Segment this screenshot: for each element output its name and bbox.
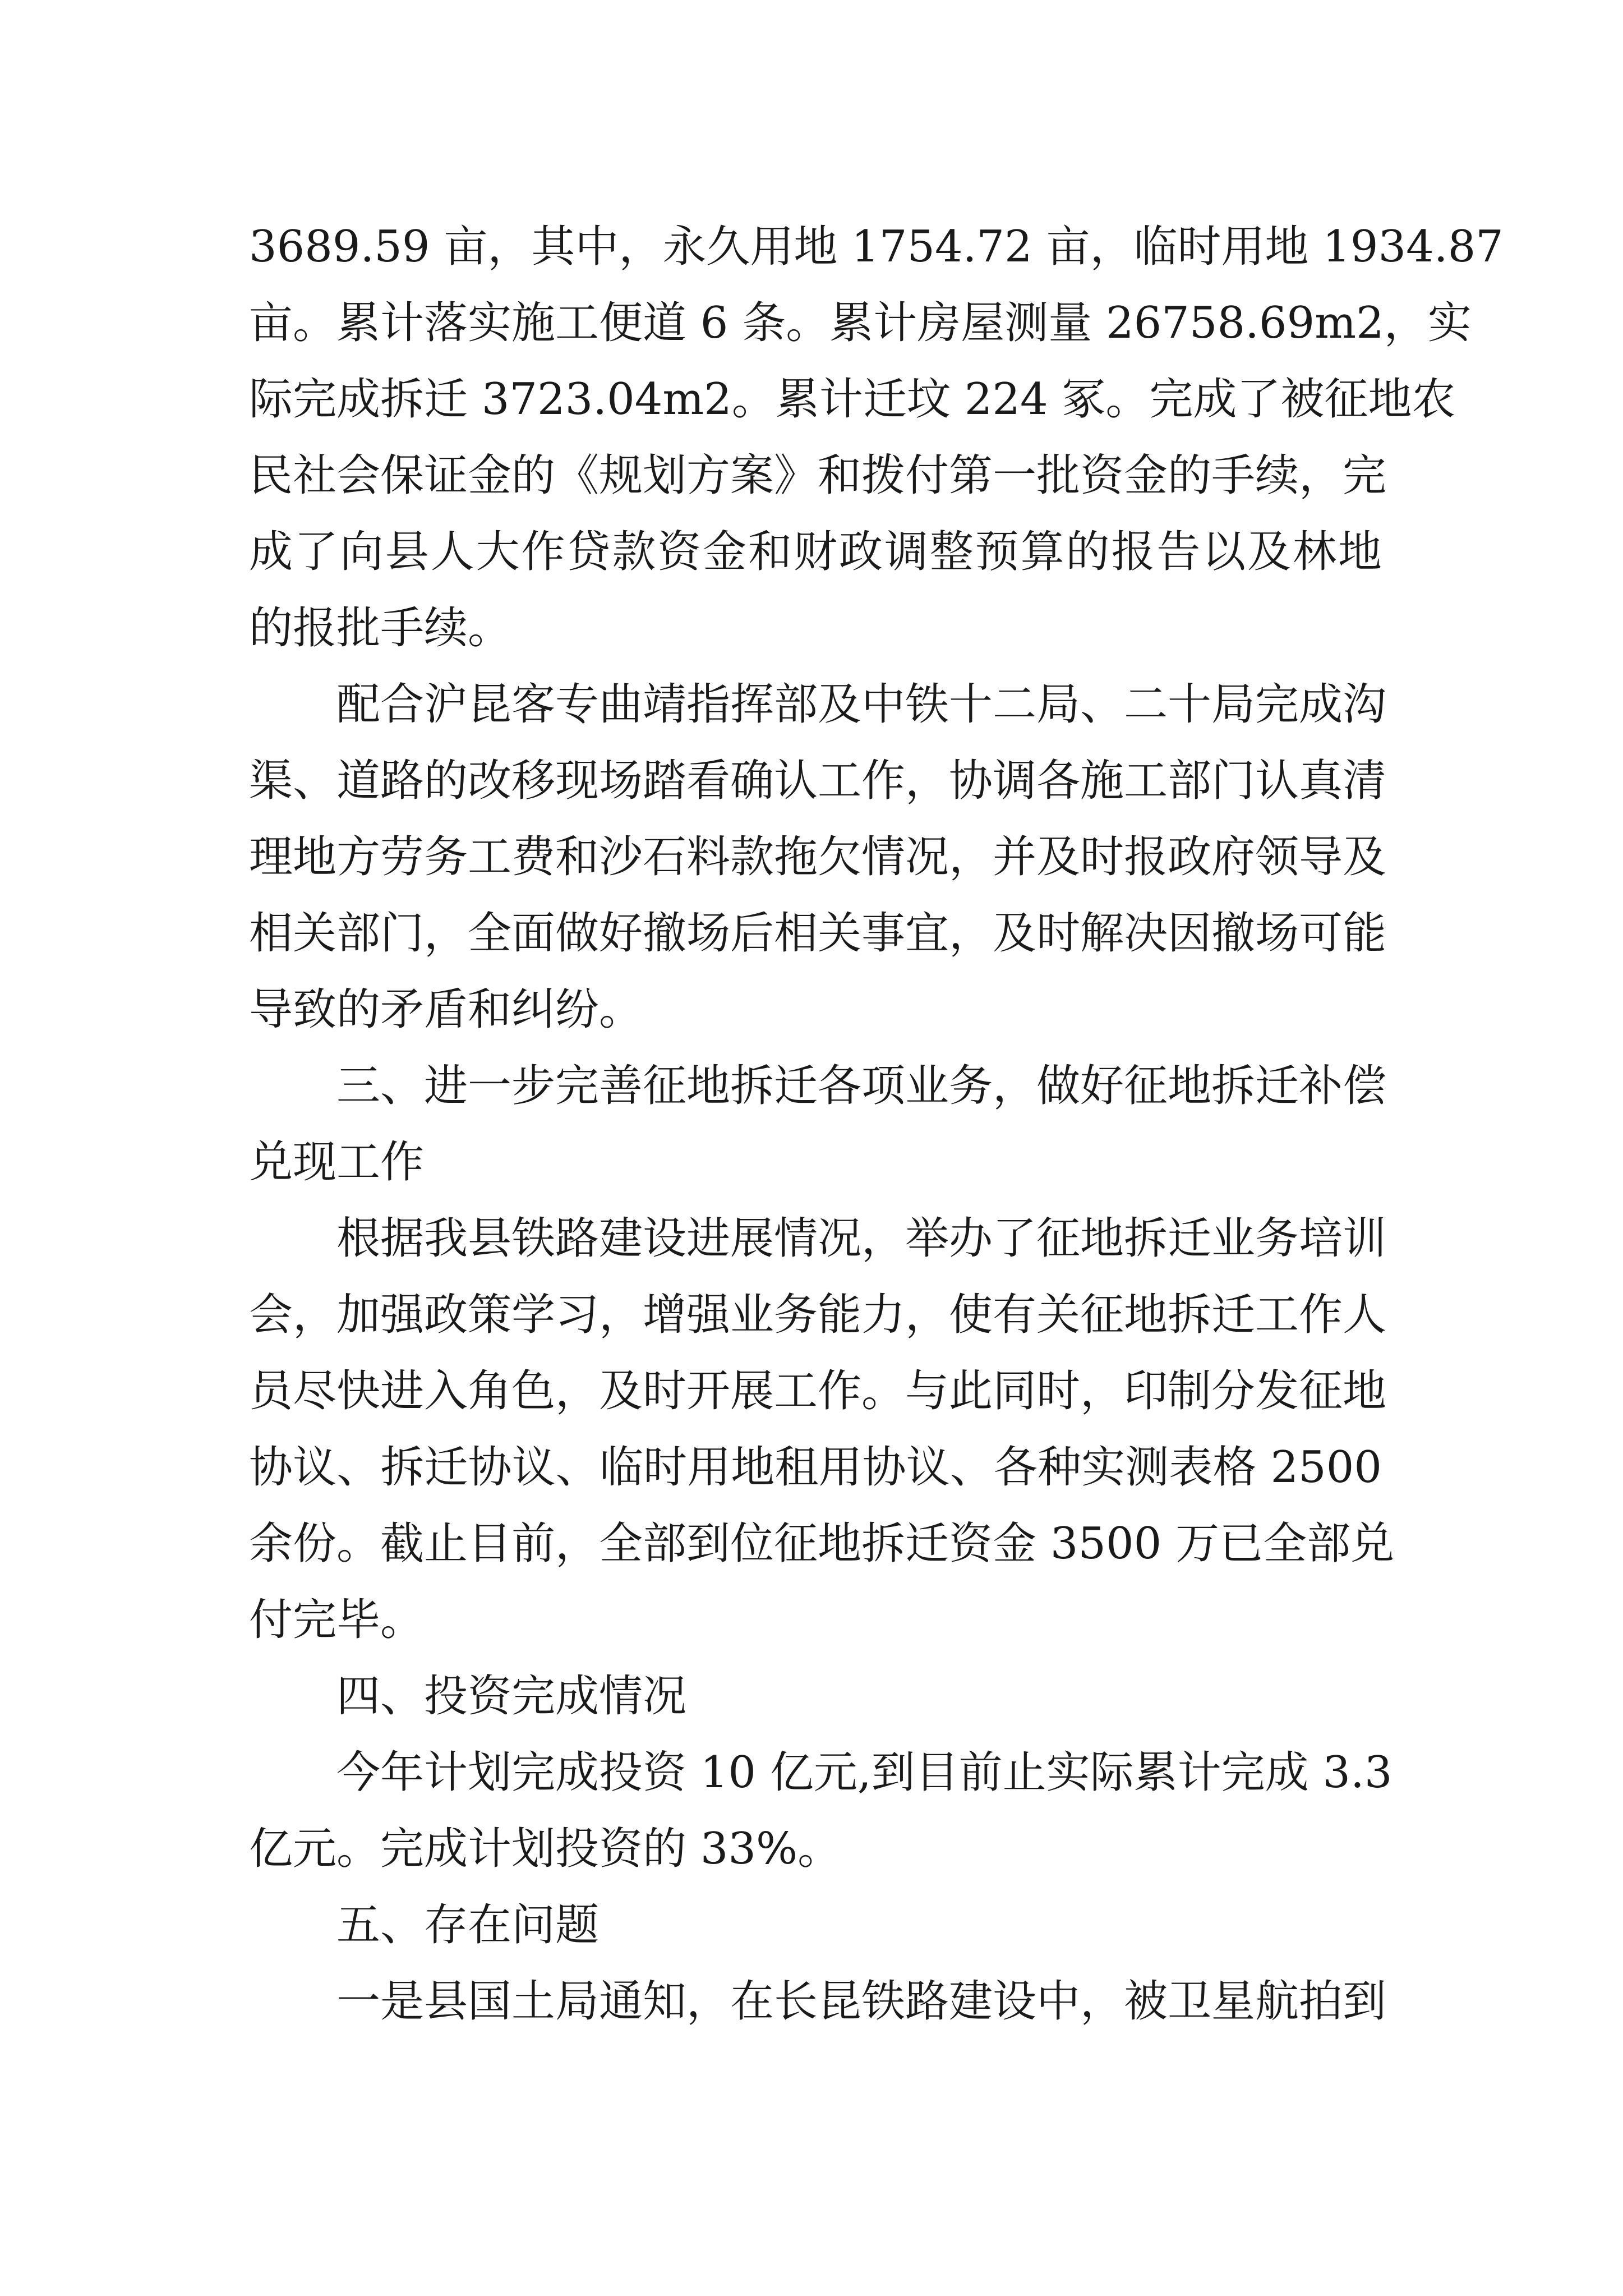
- text-line-10: 相关部门，全面做好撤场后相关事宜，及时解决因撤场可能: [249, 908, 1387, 959]
- text-line-24: 一是县国土局通知，在长昆铁路建设中，被卫星航拍到: [336, 1976, 1387, 2027]
- text-line-1: 3689.59 亩，其中，永久用地 1754.72 亩，临时用地 1934.87: [249, 222, 1504, 272]
- text-line-16: 员尽快进入角色，及时开展工作。与此同时，印制分发征地: [249, 1366, 1387, 1416]
- text-line-19: 付完毕。: [249, 1595, 425, 1645]
- text-line-7: 配合沪昆客专曲靖指挥部及中铁十二局、二十局完成沟: [336, 679, 1387, 730]
- text-line-5: 成了向县人大作贷款资金和财政调整预算的报告以及林地: [249, 527, 1382, 577]
- text-line-21: 今年计划完成投资 10 亿元,到目前止实际累计完成 3.3: [336, 1747, 1393, 1798]
- text-line-4: 民社会保证金的《规划方案》和拨付第一批资金的手续，完: [249, 450, 1387, 501]
- text-line-11: 导致的矛盾和纠纷。: [249, 984, 643, 1035]
- text-line-3: 际完成拆迁 3723.04m2。累计迁坟 224 冢。完成了被征地农: [249, 374, 1456, 425]
- text-line-9: 理地方劳务工费和沙石料款拖欠情况，并及时报政府领导及: [249, 832, 1387, 882]
- text-line-8: 渠、道路的改移现场踏看确认工作，协调各施工部门认真清: [249, 756, 1387, 806]
- text-line-15: 会，加强政策学习，增强业务能力，使有关征地拆迁工作人: [249, 1290, 1387, 1340]
- document-body: [249, 209, 1504, 2040]
- section-heading-3: 三、进一步完善征地拆迁各项业务，做好征地拆迁补偿: [336, 1061, 1387, 1111]
- section-heading-4: 四、投资完成情况: [336, 1671, 687, 1722]
- text-line-17: 协议、拆迁协议、临时用地租用协议、各种实测表格 2500: [249, 1442, 1382, 1493]
- text-line-14: 根据我县铁路建设进展情况，举办了征地拆迁业务培训: [336, 1213, 1387, 1264]
- section-heading-5: 五、存在问题: [336, 1900, 600, 1950]
- text-line-2: 亩。累计落实施工便道 6 条。累计房屋测量 26758.69m2，实: [249, 298, 1472, 348]
- text-line-18: 余份。截止目前，全部到位征地拆迁资金 3500 万已全部兑: [249, 1519, 1395, 1569]
- section-heading-3-cont: 兑现工作: [249, 1137, 425, 1188]
- text-line-22: 亿元。完成计划投资的 33%。: [249, 1824, 842, 1874]
- text-line-6: 的报批手续。: [249, 603, 512, 654]
